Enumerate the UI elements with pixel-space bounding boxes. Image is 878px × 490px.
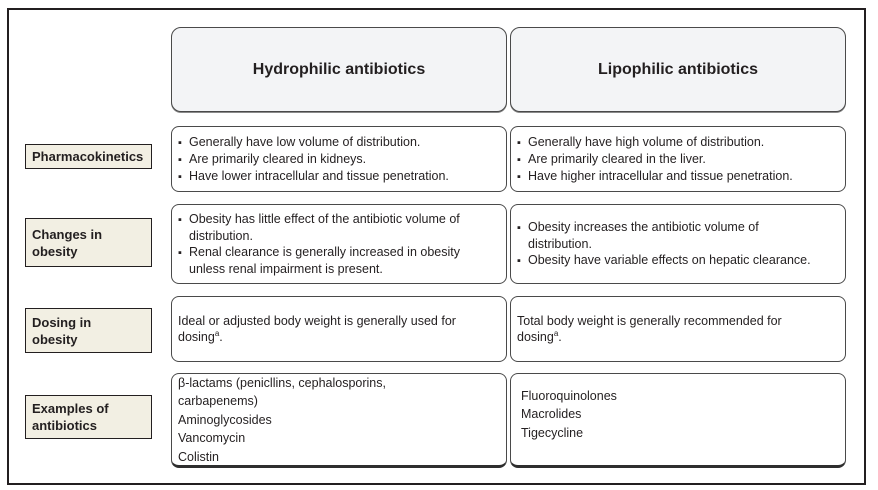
bullet-item: ▪ Are primarily cleared in the liver.	[517, 151, 839, 168]
cell-dosing-lipophilic	[510, 296, 846, 362]
end-punct: .	[219, 330, 223, 344]
row-label-examples	[25, 395, 152, 439]
bullet-item: ▪ Obesity has little effect of the antibiotic volume of distribution.	[178, 211, 500, 244]
bullet-item: ▪ Obesity increases the antibiotic volume of distribution.	[517, 219, 839, 252]
row-label-changes-in-obesity	[25, 218, 152, 267]
cell-changes-hydrophilic	[171, 204, 507, 284]
dosing-text	[517, 313, 839, 345]
row-label-text: Pharmacokinetics	[32, 149, 144, 164]
dosing-text	[178, 313, 500, 345]
footnote-marker: a	[214, 328, 220, 338]
bullet-item: ▪ Generally have low volume of distribution.	[178, 134, 500, 151]
bullet-item: ▪ Obesity have variable effects on hepatic clearance.	[517, 252, 839, 269]
cell-pharmacokinetics-lipophilic	[510, 126, 846, 192]
example-item: Aminoglycosides	[178, 412, 272, 427]
bullet-item: ▪ Generally have high volume of distribution.	[517, 134, 839, 151]
dosing-text-body: Ideal or adjusted body weight is generally used for dosing	[178, 314, 456, 344]
row-label-pharmacokinetics	[25, 144, 152, 169]
header-hydrophilic-label: Hydrophilic antibiotics	[252, 60, 426, 78]
example-item: β-lactams (penicllins, cephalosporins, carbapenems)	[178, 375, 386, 409]
bullet-item: ▪ Have higher intracellular and tissue penetration.	[517, 168, 839, 185]
bullet-item: ▪ Are primarily cleared in kidneys.	[178, 151, 500, 168]
row-label-text: Examples of antibiotics	[32, 401, 109, 433]
header-lipophilic-label: Lipophilic antibiotics	[598, 60, 758, 78]
example-item: Fluoroquinolones	[521, 388, 617, 403]
row-label-text: Changes in obesity	[32, 226, 103, 259]
example-item: Tigecycline	[521, 425, 584, 440]
cell-pharmacokinetics-hydrophilic	[171, 126, 507, 192]
row-label-dosing-in-obesity	[25, 308, 152, 353]
cell-changes-lipophilic	[510, 204, 846, 284]
row-label-text: Dosing in obesity	[32, 314, 92, 347]
example-item: Vancomycin	[178, 431, 246, 446]
cell-dosing-hydrophilic	[171, 296, 507, 362]
cell-examples-lipophilic	[510, 373, 846, 468]
bullet-item: ▪ Have lower intracellular and tissue penetration.	[178, 168, 500, 185]
cell-examples-hydrophilic	[171, 373, 507, 468]
example-item: Colistin	[178, 449, 219, 464]
header-hydrophilic	[171, 27, 507, 112]
bullet-item: ▪ Renal clearance is generally increased in obesity unless renal impairment is present.	[178, 244, 500, 277]
end-punct: .	[558, 330, 562, 344]
header-lipophilic	[510, 27, 846, 112]
example-item: Macrolides	[521, 407, 582, 422]
footnote-marker: a	[553, 328, 559, 338]
dosing-text-body: Total body weight is generally recommended for dosing	[517, 314, 782, 344]
